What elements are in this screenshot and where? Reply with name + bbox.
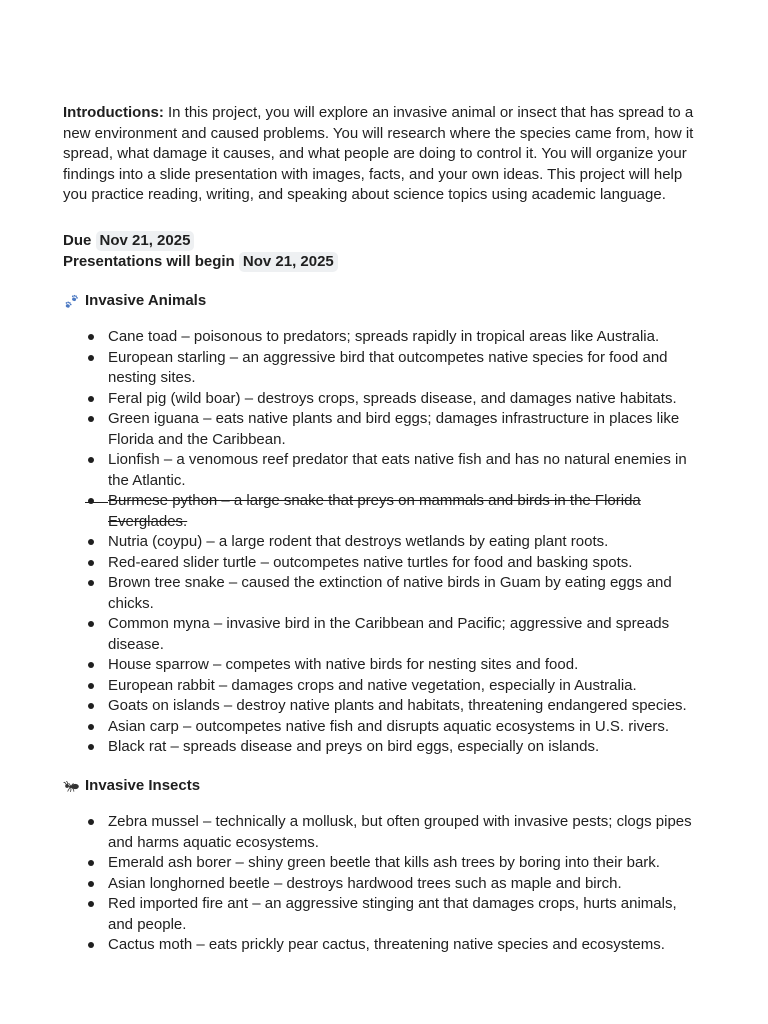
list-item bbox=[108, 874, 701, 895]
bullet bbox=[88, 662, 94, 668]
list-item bbox=[108, 894, 701, 935]
due-line bbox=[63, 230, 701, 251]
list-item bbox=[108, 573, 701, 614]
intro-label: Introductions: bbox=[63, 104, 164, 121]
due-label: Due bbox=[63, 231, 92, 249]
bullet bbox=[88, 457, 94, 463]
list-item-text: Black rat – spreads disease and preys on bird eggs, especially on islands. bbox=[108, 738, 600, 755]
bullet bbox=[88, 396, 94, 402]
presentations-date-chip[interactable]: Nov 21, 2025 bbox=[239, 252, 338, 272]
bullet bbox=[88, 416, 94, 422]
list-item-text: House sparrow – competes with native birds for nesting sites and food. bbox=[108, 656, 579, 673]
list-item bbox=[108, 717, 701, 738]
list-item-text: Green iguana – eats native plants and bird eggs; damages infrastructure in places like Florida and the Caribbean. bbox=[108, 410, 680, 448]
list-item-text: Burmese python – a large snake that preys on mammals and birds in the Florida Everglades. bbox=[108, 492, 641, 530]
list-item-text: Lionfish – a venomous reef predator that eats native fish and has no natural enemies in the Atlantic. bbox=[108, 451, 687, 489]
bullet bbox=[88, 539, 94, 545]
list-item bbox=[108, 491, 701, 532]
intro-paragraph bbox=[63, 103, 701, 206]
insects-list bbox=[63, 812, 701, 956]
list-item bbox=[108, 935, 701, 956]
list-item bbox=[108, 409, 701, 450]
list-item bbox=[108, 389, 701, 410]
section-title: Invasive Animals bbox=[85, 292, 207, 309]
section-heading-insects bbox=[63, 776, 701, 797]
section-heading-animals bbox=[63, 291, 701, 312]
list-item-text: Feral pig (wild boar) – destroys crops, spreads disease, and damages native habitats. bbox=[108, 389, 677, 407]
list-item-text: Emerald ash borer – shiny green beetle that kills ash trees by boring into their bark. bbox=[108, 854, 660, 871]
bullet bbox=[88, 560, 94, 566]
paw-prints-icon bbox=[63, 293, 80, 310]
list-item-text: European rabbit – damages crops and native vegetation, especially in Australia. bbox=[108, 676, 637, 694]
bullet bbox=[88, 860, 94, 866]
list-item bbox=[108, 450, 701, 491]
bullet bbox=[88, 355, 94, 361]
list-item bbox=[108, 737, 701, 758]
list-item-text: Red imported fire ant – an aggressive stinging ant that damages crops, hurts animals, and people. bbox=[108, 895, 677, 933]
bullet bbox=[88, 724, 94, 730]
list-item-text: Common myna – invasive bird in the Caribbean and Pacific; aggressive and spreads disease. bbox=[108, 615, 670, 653]
list-item bbox=[108, 553, 701, 574]
bullet bbox=[88, 901, 94, 907]
list-item bbox=[108, 812, 701, 853]
presentations-line bbox=[63, 251, 701, 272]
list-item-text: Cane toad – poisonous to predators; spreads rapidly in tropical areas like Australia. bbox=[108, 328, 660, 345]
list-item bbox=[108, 696, 701, 717]
list-item-text: Asian longhorned beetle – destroys hardwood trees such as maple and birch. bbox=[108, 874, 622, 892]
document-page bbox=[63, 103, 701, 956]
bullet bbox=[88, 703, 94, 709]
bullet bbox=[88, 580, 94, 586]
list-item-text: Brown tree snake – caused the extinction of native birds in Guam by eating eggs and chicks. bbox=[108, 574, 672, 612]
list-item bbox=[108, 327, 701, 348]
list-item bbox=[108, 676, 701, 697]
bullet bbox=[88, 683, 94, 689]
bullet bbox=[88, 942, 94, 948]
bullet bbox=[88, 498, 94, 504]
presentations-label: Presentations will begin bbox=[63, 252, 235, 270]
list-item bbox=[108, 348, 701, 389]
list-item bbox=[108, 614, 701, 655]
list-item-text: Nutria (coypu) – a large rodent that destroys wetlands by eating plant roots. bbox=[108, 533, 609, 550]
list-item-text: Zebra mussel – technically a mollusk, but often grouped with invasive pests; clogs pipes and harms aquatic ecosystems. bbox=[108, 813, 692, 851]
animals-list bbox=[63, 327, 701, 758]
intro-text: In this project, you will explore an invasive animal or insect that has spread to a new environment and caused problems. You will research where the species came from, how it spread, what damage it causes, and what people are doing to control it. You will organize your findings into a slide presentation with images, facts, and your own ideas. This project will help you practice reading, writing, and speaking about science topics using academic language. bbox=[63, 104, 694, 203]
list-item-text: Red-eared slider turtle – outcompetes native turtles for food and basking spots. bbox=[108, 553, 633, 571]
bullet bbox=[88, 881, 94, 887]
list-item-text: Cactus moth – eats prickly pear cactus, threatening native species and ecosystems. bbox=[108, 936, 665, 953]
dates-block bbox=[63, 230, 701, 272]
list-item-text: Asian carp – outcompetes native fish and disrupts aquatic ecosystems in U.S. rivers. bbox=[108, 717, 670, 735]
due-date-chip[interactable]: Nov 21, 2025 bbox=[96, 231, 195, 251]
list-item bbox=[108, 532, 701, 553]
list-item bbox=[108, 655, 701, 676]
bullet bbox=[88, 621, 94, 627]
list-item-text: Goats on islands – destroy native plants and habitats, threatening endangered species. bbox=[108, 697, 687, 714]
ant-icon bbox=[63, 778, 80, 795]
bullet bbox=[88, 744, 94, 750]
list-item bbox=[108, 853, 701, 874]
bullet bbox=[88, 819, 94, 825]
list-item-text: European starling – an aggressive bird that outcompetes native species for food and nesting sites. bbox=[108, 348, 668, 386]
bullet bbox=[88, 334, 94, 340]
section-title: Invasive Insects bbox=[85, 776, 201, 794]
